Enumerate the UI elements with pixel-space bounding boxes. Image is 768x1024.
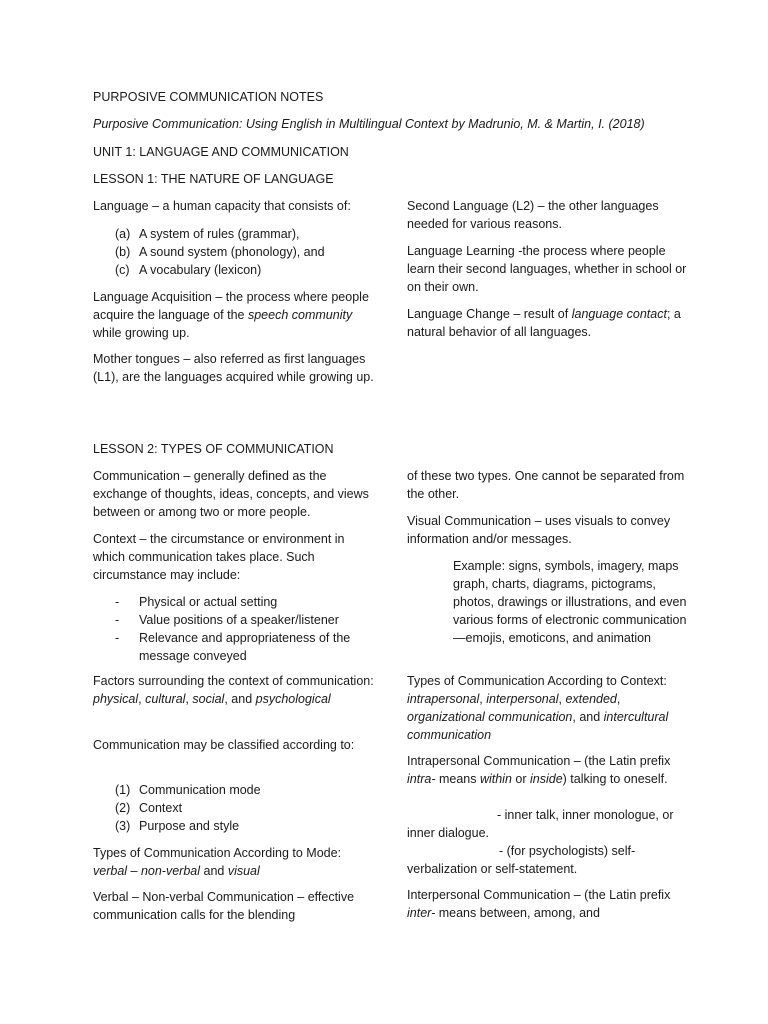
intrapersonal-note-1: - inner talk, inner monologue, or inner dialogue.	[407, 808, 674, 840]
list-item: (1) Communication mode	[115, 783, 261, 797]
list-item: (b) A sound system (phonology), and	[115, 245, 325, 259]
visual-communication-definition: Visual Communication – uses visuals to convey information and/or messages.	[407, 514, 671, 546]
mother-tongues-definition: Mother tongues – also referred as first languages (L1), are the languages acquired while growing up.	[93, 352, 374, 384]
list-item: (a) A system of rules (grammar),	[115, 227, 300, 241]
list-item: (2) Context	[115, 801, 183, 815]
language-change-definition: Language Change – result of language contact; a natural behavior of all languages.	[407, 307, 681, 339]
document-title: PURPOSIVE COMMUNICATION NOTES	[93, 90, 324, 104]
language-acquisition-definition: Language Acquisition – the process where people acquire the language of the speech community while growing up.	[93, 290, 369, 340]
language-definition: Language – a human capacity that consists of:	[93, 199, 351, 213]
second-language-definition: Second Language (L2) – the other languages needed for various reasons.	[407, 199, 659, 231]
context-types-paragraph: Types of Communication According to Context: intrapersonal, interpersonal, extended, organizational communication, and intercultural communication	[407, 674, 669, 742]
verbal-nonverbal-paragraph: Verbal – Non-verbal Communication – effective communication calls for the blending	[93, 890, 355, 922]
context-definition: Context – the circumstance or environment in which communication takes place. Such circumstance may include:	[93, 532, 345, 582]
intrapersonal-note-2: - (for psychologists) self-verbalization or self-statement.	[407, 844, 636, 876]
classification-paragraph: Communication may be classified according to:	[93, 738, 355, 752]
classification-list	[93, 781, 375, 835]
language-learning-definition: Language Learning -the process where people learn their second languages, whether in school or on their own.	[407, 244, 687, 294]
context-list	[93, 593, 375, 665]
list-item: - Value positions of a speaker/listener	[115, 613, 339, 627]
list-item: - Physical or actual setting	[115, 595, 278, 609]
list-item: - Relevance and appropriateness of the message conveyed	[115, 631, 351, 663]
interpersonal-definition: Interpersonal Communication – (the Latin prefix inter- means between, among, and	[407, 888, 671, 920]
list-item: (c) A vocabulary (lexicon)	[115, 263, 262, 277]
book-citation: Purposive Communication: Using English in Multilingual Context by Madrunio, M. & Martin, I. (2018)	[93, 117, 645, 131]
lesson-1-heading: LESSON 1: THE NATURE OF LANGUAGE	[93, 172, 334, 186]
unit-heading: UNIT 1: LANGUAGE AND COMMUNICATION	[93, 145, 349, 159]
language-components-list	[93, 225, 375, 279]
communication-definition: Communication – generally defined as the exchange of thoughts, ideas, concepts, and views between or among two or more people.	[93, 469, 369, 519]
verbal-nonverbal-continued: of these two types. One cannot be separated from the other.	[407, 469, 685, 501]
intrapersonal-definition: Intrapersonal Communication – (the Latin prefix intra- means within or inside) talking to oneself.	[407, 754, 671, 786]
visual-example: Example: signs, symbols, imagery, maps graph, charts, diagrams, pictograms, photos, drawings or illustrations, and even various forms of electronic communication—emojis, emoticons, and animation	[453, 559, 687, 645]
mode-paragraph: Types of Communication According to Mode: verbal – non-verbal and visual	[93, 846, 342, 878]
list-item: (3) Purpose and style	[115, 819, 240, 833]
lesson-2-heading: LESSON 2: TYPES OF COMMUNICATION	[93, 442, 334, 456]
factors-paragraph: Factors surrounding the context of communication: physical, cultural, social, and psychological	[93, 674, 374, 706]
